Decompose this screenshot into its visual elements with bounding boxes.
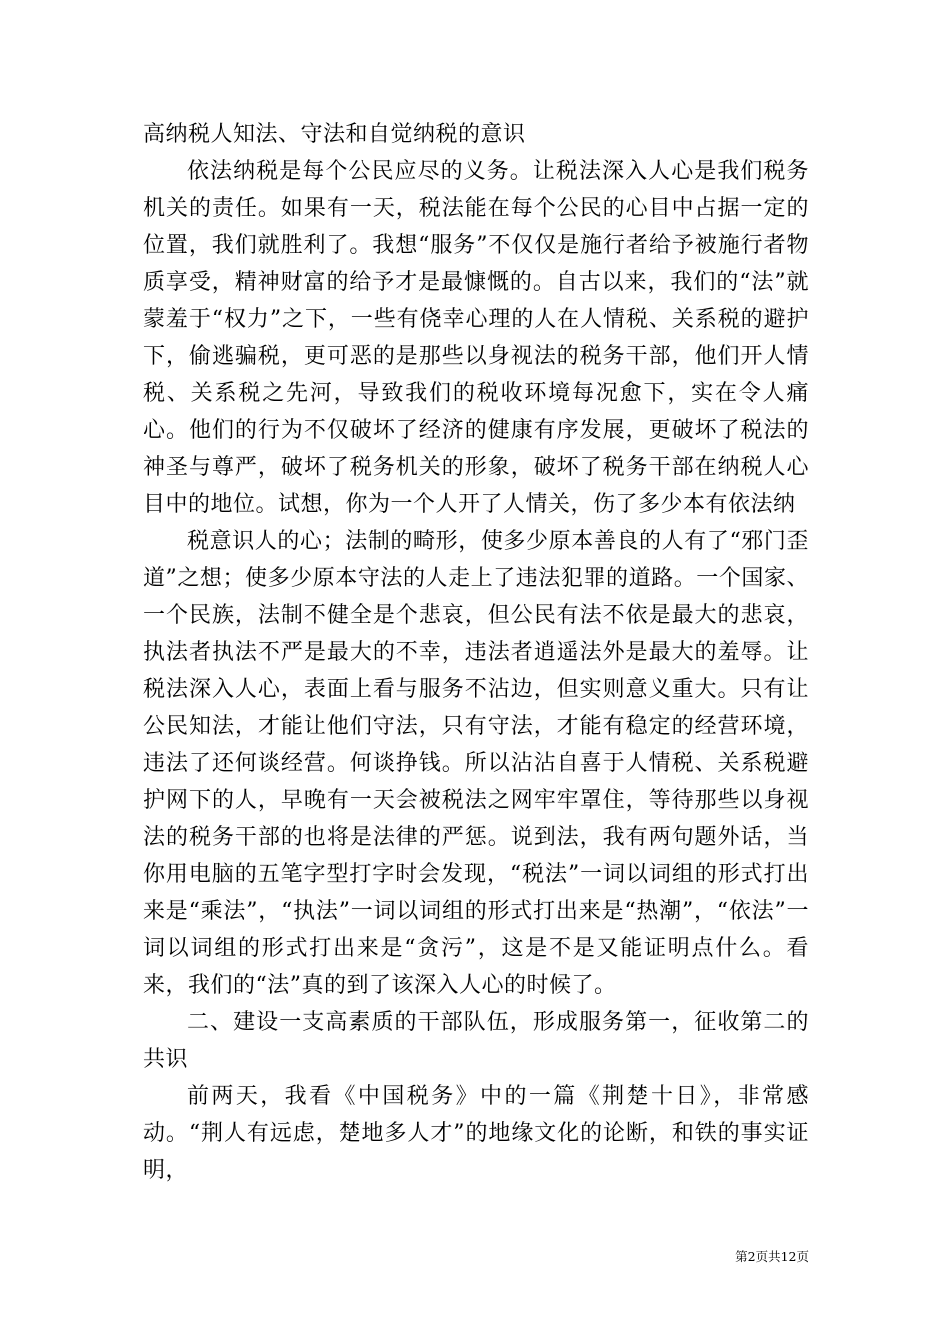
page-number-footer bbox=[709, 1249, 809, 1265]
page-number-label: 第2页共12页 bbox=[735, 1249, 809, 1264]
paragraph-2: 依法纳税是每个公民应尽的义务。让税法深入人心是我们税务机关的责任。如果有一天，税法能在每个公民的心目中占据一定的位置，我们就胜利了。我想“服务”不仅仅是施行者给予被施行者物质享受，精神财富的给予才是最慷慨的。自古以来，我们的“法”就蒙羞于“权力”之下，一些有侥幸心理的人在人情税、关系税的避护下，偷逃骗税，更可恶的是那些以身视法的税务干部，他们开人情税、关系税之先河，导致我们的税收环境每况愈下，实在令人痛心。他们的行为不仅破坏了经济的健康有序发展，更破坏了税法的神圣与尊严，破坏了税务机关的形象，破坏了税务干部在纳税人心目中的地位。试想，你为一个人开了人情关，伤了多少本有依法纳 bbox=[143, 159, 809, 517]
document-body bbox=[143, 116, 809, 1189]
section-heading: 二、建设一支高素质的干部队伍，形成服务第一，征收第二的共识 bbox=[143, 1010, 809, 1072]
paragraph-1: 高纳税人知法、守法和自觉纳税的意识 bbox=[143, 122, 526, 147]
paragraph-3: 税意识人的心；法制的畸形，使多少原本善良的人有了“邪门歪道”之想；使多少原本守法的人走上了违法犯罪的道路。一个国家、一个民族，法制不健全是个悲哀，但公民有法不依是最大的悲哀，执法者执法不严是最大的不幸，违法者逍遥法外是最大的羞辱。让税法深入人心，表面上看与服务不沾边，但实则意义重大。只有让公民知法，才能让他们守法，只有守法，才能有稳定的经营环境，违法了还何谈经营。何谈挣钱。所以沾沾自喜于人情税、关系税避护网下的人，早晚有一天会被税法之网牢牢罩住，等待那些以身视法的税务干部的也将是法律的严惩。说到法，我有两句题外话，当你用电脑的五笔字型打字时会发现，“税法”一词以词组的形式打出来是“乘法”，“执法”一词以词组的形式打出来是“热潮”，“依法”一词以词组的形式打出来是“贪污”，这是不是又能证明点什么。看来，我们的“法”真的到了该深入人心的时候了。 bbox=[143, 529, 809, 998]
paragraph-4: 前两天，我看《中国税务》中的一篇《荆楚十日》，非常感动。“荆人有远虑，楚地多人才”的地缘文化的论断，和铁的事实证明， bbox=[143, 1084, 809, 1183]
